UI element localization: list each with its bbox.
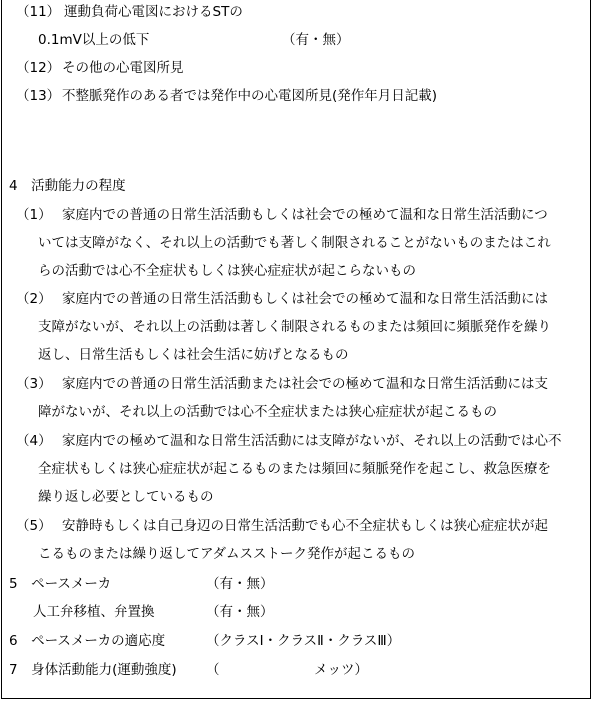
item4-2-line2: 支障がないが、それ以上の活動は著しく制限されるものまたは頻回に頻脈発作を繰り <box>38 319 551 335</box>
item4-2-line3: 返し、日常生活もしくは社会生活に妨げとなるもの <box>38 347 349 363</box>
item13-number: （13） <box>16 88 61 104</box>
item4-3-line1: 家庭内での普通の日常生活活動または社会での極めて温和な日常生活活動には支 <box>62 376 548 392</box>
mets-unit: メッツ） <box>314 662 368 678</box>
item4-4-line3: 繰り返し必要としているもの <box>38 489 214 505</box>
item4-2-line1: 家庭内での普通の日常生活活動もしくは社会での極めて温和な日常生活活動には <box>62 291 548 307</box>
item4-1-line2: いては支障がなく、それ以上の活動でも著しく制限されることがないものまたはこれ <box>38 235 551 251</box>
mets-value-blank[interactable] <box>232 662 312 678</box>
item4-3-line2: 障がないが、それ以上の活動では心不全症状または狭心症症状が起こるもの <box>38 404 497 420</box>
item4-5-number: （5） <box>16 518 52 534</box>
item4-2-number: （2） <box>16 291 52 307</box>
item11-text: 運動負荷心電図におけるSTの <box>64 4 243 20</box>
item4-5-line2: こるものまたは繰り返してアダムスストーク発作が起こるもの <box>38 546 416 562</box>
item11-subtext: 0.1mV以上の低下 <box>38 32 150 48</box>
item12-text: その他の心電図所見 <box>62 60 184 76</box>
mets-open-paren: （ <box>206 662 220 678</box>
item4-1-line1: 家庭内での普通の日常生活活動もしくは社会での極めて温和な日常生活活動につ <box>62 207 548 223</box>
section5-label: 5 ペースメーカ <box>9 576 112 592</box>
valve-replacement-choice[interactable]: （有・無） <box>206 604 274 620</box>
item11-choice[interactable]: （有・無） <box>282 32 350 48</box>
pacemaker-choice[interactable]: （有・無） <box>206 576 274 592</box>
item4-4-line1: 家庭内での極めて温和な日常生活活動には支障がないが、それ以上の活動では心不 <box>62 433 562 449</box>
item4-4-line2: 全症状もしくは狭心症症状が起こるものまたは頻回に頻脈発作を起こし、救急医療を <box>38 461 551 477</box>
item12-number: （12） <box>16 60 61 76</box>
item4-1-line3: らの活動では心不全症状もしくは狭心症症状が起こらないもの <box>38 263 416 279</box>
item13-text: 不整脈発作のある者では発作中の心電図所見(発作年月日記載) <box>62 88 438 104</box>
valve-replacement-label: 人工弁移植、弁置換 <box>33 604 155 620</box>
item4-3-number: （3） <box>16 376 52 392</box>
item11-number: （11） <box>16 4 61 20</box>
item4-1-number: （1） <box>16 207 52 223</box>
item4-4-number: （4） <box>16 433 52 449</box>
section6-label: 6 ペースメーカの適応度 <box>9 633 166 649</box>
item4-5-line1: 安静時もしくは自己身辺の日常生活活動でも心不全症状もしくは狭心症症状が起 <box>62 518 548 534</box>
section7-label: 7 身体活動能力(運動強度) <box>9 662 177 678</box>
section4-heading: 4 活動能力の程度 <box>9 178 126 194</box>
pacemaker-class-choice[interactable]: （クラスⅠ・クラスⅡ・クラスⅢ） <box>206 633 401 649</box>
